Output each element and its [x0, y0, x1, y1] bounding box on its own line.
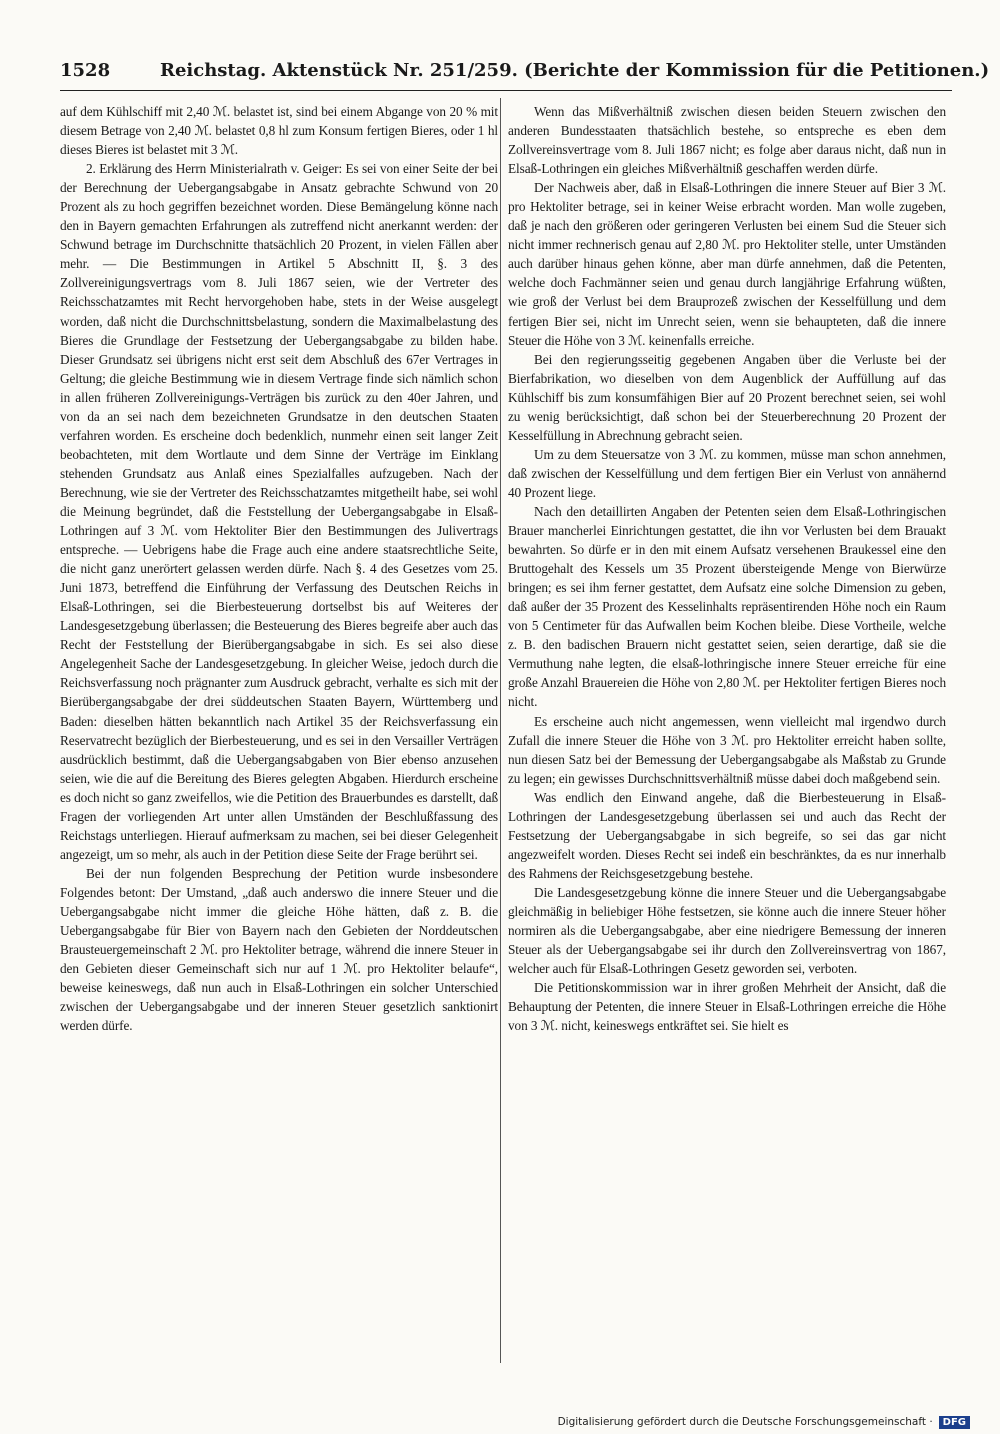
paragraph: Wenn das Mißverhältniß zwischen diesen beiden Steuern zwischen den anderen Bundesstaaten thatsächlich bestehe, so entspreche es eben dem Zollvereinsvertrage vom 8. Juli 1867 nicht; es folge aber daraus nicht, daß nun in Elsaß-Lothringen ein gleiches Mißverhältniß geschaffen werden dürfe. [508, 104, 946, 177]
header-rule [60, 90, 952, 91]
page-number: 1528 [60, 60, 111, 81]
paragraph: 2. Erklärung des Herrn Ministerialrath v. Geiger: Es sei von einer Seite der bei der Berechnung der Uebergangsabgabe in Ansatz gebrachte Schwund von 20 Prozent als zu hoch gegriffen bezeichnet worden. Diese Bemängelung könne nach den in Bayern gemachten Erfahrungen als zutreffend nicht anerkannt werden: der Schwund betrage im Durchschnitte thatsächlich 20 Prozent, in vielen Fällen aber mehr. — Die Bestimmungen in Artikel 5 Abschnitt II, §. 3 des Zollvereinigungsvertrags vom 8. Juli 1867 seien, wie der Vertreter des Reichsschatzamtes mit Recht hervorgehoben habe, stets in der Weise ausgelegt worden, daß nicht die Durchschnittsbelastung, sondern die Maximalbelastung des Bieres die Grundlage der Festsetzung der Uebergangsabgabe zu bilden habe. Dieser Grundsatz sei übrigens nicht erst seit dem Abschluß des 67er Vertrages in Geltung; die gleiche Bestimmung wie in diesem Vertrage finde sich nämlich schon in allen früheren Zollvereinigungs-Verträgen bis zurück zu den 40er Jahren, und von da an sei nach dem bezeichneten Grundsatze in den deutschen Staaten verfahren worden. Es erscheine doch bedenklich, nunmehr einen seit langer Zeit beobachteten, mit dem Wortlaute und dem Sinne der Verträge im Einklang stehenden Grundsatz aus Anlaß eines Spezialfalles aufzugeben. Nach der Berechnung, wie sie der Vertreter des Reichsschatzamtes mitgetheilt habe, sei wohl die Meinung begründet, daß die Feststellung der Uebergangsabgabe in Elsaß-Lothringen auf 3 ℳ. vom Hektoliter Bier den Bestimmungen des Julivertrags entspreche. — Uebrigens habe die Frage auch eine andere staatsrechtliche Seite, die nicht ganz unerörtert gelassen werden dürfe. Nach §. 4 des Gesetzes vom 25. Juni 1873, betreffend die Einführung der Verfassung des Deutschen Reichs in Elsaß-Lothringen, sei die Bierbesteuerung dortselbst bis auf Weiteres der Landesgesetzgebung überlassen; die Besteuerung des Bieres begreife aber auch das Recht der Feststellung der Bierübergangsabgabe in sich. Es sei also diese Angelegenheit Sache der Landesgesetzgebung. In gleicher Weise, jedoch durch die Reichsverfassung noch prägnanter zum Ausdruck gebracht, verhalte es sich mit der Bierübergangsabgabe der drei süddeutschen Staaten Bayern, Württemberg und Baden: dieselben hätten bekanntlich nach Artikel 35 der Reichsverfassung ein Reservatrecht bezüglich der Bierbesteuerung, und es sei in den Versailler Verträgen ausdrücklich bestimmt, daß die Uebergangsabgaben von Bier ebenso anzusehen seien, wie die auf die Bereitung des Bieres gelegten Abgaben. Hierdurch erscheine es doch nicht so ganz zweifellos, wie die Petition des Brauerbundes es darstellt, daß Fragen der vorliegenden Art unter allen Umständen der Beschlußfassung des Reichstags unterliegen. Hierauf aufmerksam zu machen, sei bei dieser Gelegenheit angezeigt, um so mehr, als auch in der Petition diese Seite der Frage berührt sei. [60, 161, 498, 862]
dfg-logo: DFG [939, 1416, 970, 1429]
paragraph: Bei der nun folgenden Besprechung der Petition wurde insbesondere Folgendes betont: Der Umstand, „daß auch anderswo die innere Steuer und die Uebergangsabgabe nicht immer die gleiche Höhe hätten, daß z. B. die Uebergangsabgabe für Bier von Bayern nach den Gebieten der Norddeutschen Brausteuergemeinschaft 2 ℳ. pro Hektoliter betrage, während die innere Steuer in den Gebieten dieser Gemeinschaft sich nur auf 1 ℳ. pro Hektoliter belaufe“, beweise keineswegs, daß nun auch in Elsaß-Lothringen ein solcher Unterschied zwischen der Uebergangsabgabe und der inneren Steuer gesetzlich sanktionirt werden dürfe. [60, 865, 498, 1034]
right-column [508, 102, 946, 1035]
paragraph: Die Petitionskommission war in ihrer großen Mehrheit der Ansicht, daß die Behauptung der Petenten, die innere Steuer in Elsaß-Lothringen erreiche die Höhe von 3 ℳ. nicht, keineswegs entkräftet sei. Sie hielt es [508, 980, 946, 1034]
running-title: Reichstag. Aktenstück Nr. 251/259. (Berichte der Kommission für die Petitionen.) [160, 60, 990, 81]
paragraph: Die Landesgesetzgebung könne die innere Steuer und die Uebergangsabgabe gleichmäßig in beliebiger Höhe festsetzen, sie könne auch die innere Steuer höher normiren als die Uebergangsabgabe, aber eine niedrigere Bemessung der inneren Steuer als der Uebergangsabgabe sei ihr durch den Zollvereinsvertrag von 1867, welcher auch für Elsaß-Lothringen Gesetz geworden sei, verboten. [508, 884, 946, 977]
paragraph: Es erscheine auch nicht angemessen, wenn vielleicht mal irgendwo durch Zufall die innere Steuer die Höhe von 3 ℳ. pro Hektoliter erreicht haben sollte, nun diesen Satz bei der Bemessung der Uebergangsabgabe als Maßstab zu Grunde zu legen; ein gewisses Durchschnittsverhältniß müsse dabei doch maßgebend sein. [508, 713, 946, 786]
credit-text: Digitalisierung gefördert durch die Deutsche Forschungsgemeinschaft · [557, 1416, 933, 1428]
digitization-credit [558, 1413, 970, 1431]
column-divider [500, 98, 501, 1363]
paragraph: auf dem Kühlschiff mit 2,40 ℳ. belastet ist, sind bei einem Abgange von 20 % mit diesem Betrage von 2,40 ℳ. belastet 0,8 hl zum Konsum fertigen Bieres, oder 1 hl dieses Bieres ist belastet mit 3 ℳ. [60, 104, 498, 158]
paragraph: Nach den detaillirten Angaben der Petenten seien dem Elsaß-Lothringischen Brauer mancherlei Einrichtungen gestattet, die ihn vor Verlusten bei dem Brauakt bewahrten. So dürfe er in den mit einem Aufsatz versehenen Braukessel eine den Bruttogehalt des Kessels um 35 Prozent übersteigende Menge von Bierwürze bringen; es sei ihm ferner gestattet, dem Aufsatz eine solche Dimension zu geben, daß außer der 35 Prozent des Kesselinhalts repräsentirenden Höhe noch ein Raum von 5 Centimeter für das Aufwallen beim Kochen bleibe. Diese Vortheile, welche z. B. den badischen Brauern nicht gestattet seien, seien derartige, daß sie die Vermuthung nahe legten, die elsaß-lothringische innere Steuer erreiche für eine große Anzahl Brauereien die Höhe von 2,80 ℳ. per Hektoliter fertigen Bieres noch nicht. [508, 503, 946, 710]
paragraph: Der Nachweis aber, daß in Elsaß-Lothringen die innere Steuer auf Bier 3 ℳ. pro Hektoliter betrage, sei in keiner Weise erbracht worden. Man wolle zugeben, daß je nach den größeren oder geringeren Verlusten bei einem Sud die Steuer sich nicht immer rechnerisch genau auf 2,80 ℳ. pro Hektoliter stelle, unter Umständen auch darüber hinaus gehen könne, aber man dürfe annehmen, daß die Petenten, welche doch Fachmänner seien und genau durch langjährige Erfahrung wüßten, wie groß der Verlust bei dem Brauprozeß zwischen der Kesselfüllung und dem fertigen Bier sei, nicht im Unrecht seien, wenn sie behaupteten, daß die innere Steuer die Höhe von 3 ℳ. keinenfalls erreiche. [508, 180, 946, 348]
running-header [60, 60, 990, 90]
left-column [60, 102, 498, 1035]
paragraph: Was endlich den Einwand angehe, daß die Bierbesteuerung in Elsaß-Lothringen der Landesgesetzgebung überlassen sei und auch das Recht der Festsetzung der Uebergangsabgabe in sich begreife, so sei das gar nicht angezweifelt worden. Dieses Recht sei indeß ein beschränktes, da es nur innerhalb des Rahmens der Reichsgesetzgebung bestehe. [508, 789, 946, 881]
paragraph: Bei den regierungsseitig gegebenen Angaben über die Verluste bei der Bierfabrikation, wo dieselben von dem Augenblick der Auffüllung auf das Kühlschiff bis zum konsumfähigen Bier auf 20 Prozent berechnet seien, sei wohl zu wenig berücksichtigt, daß schon bei der Steuerberechnung 20 Prozent der Kesselfüllung in Abrechnung gebracht seien. [508, 351, 946, 443]
paragraph: Um zu dem Steuersatze von 3 ℳ. zu kommen, müsse man schon annehmen, daß zwischen der Kesselfüllung und dem fertigen Bier ein Verlust von annähernd 40 Prozent liege. [508, 446, 946, 500]
